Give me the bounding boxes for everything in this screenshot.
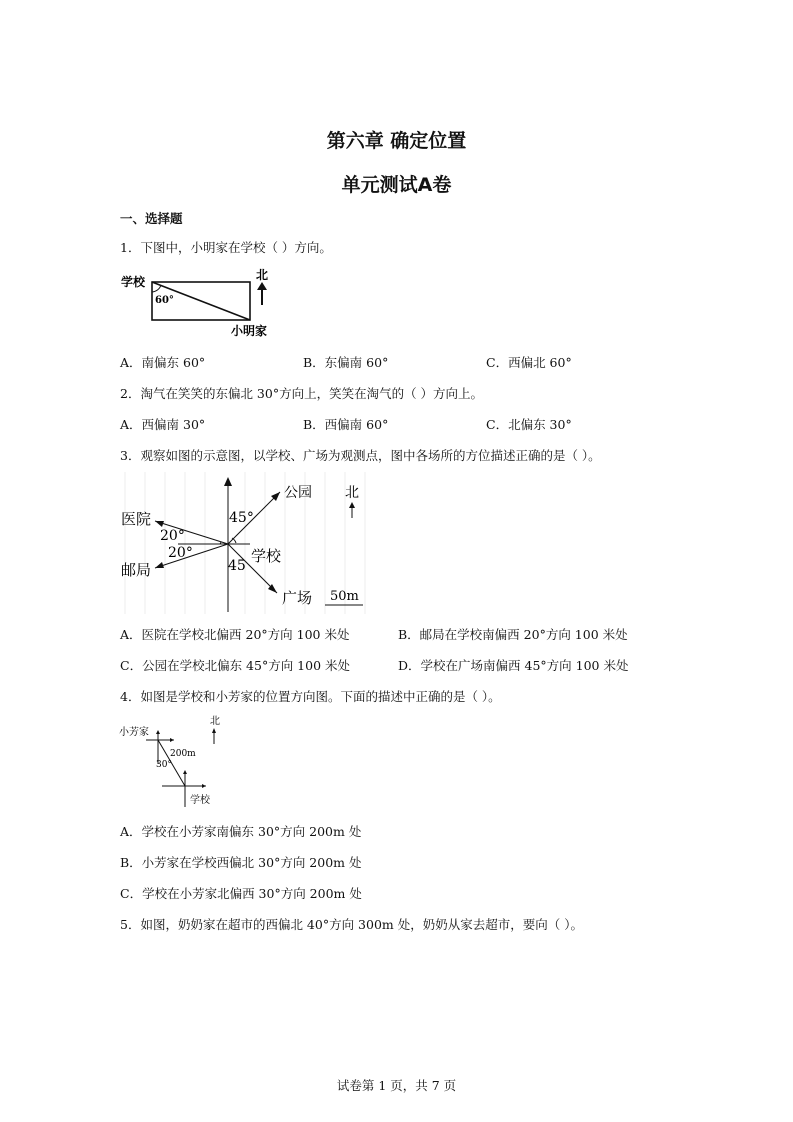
q3-angle45b-label: 45 [228,558,246,574]
q3-angle20b-label: 20° [168,545,193,561]
q3-hospital-label: 医院 [121,510,152,528]
question-1-figure [115,265,315,345]
question-4-figure [118,712,238,812]
q1-north-label: 北 [256,268,269,282]
question-4-option-c: C．学校在小芳家北偏西 30°方向 200m 处 [120,886,362,901]
q4-distance-label: 200m [170,749,196,759]
q3-scale-label: 50m [330,589,359,604]
question-4-option-b: B．小芳家在学校西偏北 30°方向 200m 处 [120,855,362,870]
page-subtitle: 单元测试A卷 [341,174,452,196]
question-1-stem: 1．下图中，小明家在学校（ ）方向。 [120,240,332,255]
question-2-option-b: B．西偏南 60° [303,417,389,432]
question-3-option-a: A．医院在学校北偏西 20°方向 100 米处 [120,627,350,642]
q3-square-label: 广场 [282,589,313,607]
page-title: 第六章 确定位置 [326,130,467,152]
q3-north-label: 北 [345,485,359,501]
q3-school-label: 学校 [251,547,282,565]
question-1-option-a: A．南偏东 60° [120,355,206,370]
q1-angle-label: 60° [155,295,174,306]
question-3-figure [120,472,380,617]
question-3-stem: 3．观察如图的示意图，以学校、广场为观测点，图中各场所的方位描述正确的是（ ）。 [120,448,601,463]
question-1-option-b: B．东偏南 60° [303,355,389,370]
q3-post-label: 邮局 [121,561,152,579]
q1-school-label: 学校 [121,275,146,289]
question-3-option-b: B．邮局在学校南偏西 20°方向 100 米处 [398,627,628,642]
question-3-option-c: C．公园在学校北偏东 45°方向 100 米处 [120,658,350,673]
q4-school-label: 学校 [190,795,210,806]
question-4-stem: 4．如图是学校和小芳家的位置方向图。下面的描述中正确的是（ ）。 [120,689,501,704]
question-3-option-d: D．学校在广场南偏西 45°方向 100 米处 [398,658,629,673]
q3-angle20a-label: 20° [160,528,185,544]
section-heading: 一、选择题 [120,211,183,226]
page-footer: 试卷第 1 页，共 7 页 [336,1078,457,1093]
q4-home-label: 小芳家 [119,727,149,738]
question-1-option-c: C．西偏北 60° [486,355,572,370]
question-2-option-a: A．西偏南 30° [120,417,206,432]
q4-angle-label: 30° [156,760,172,770]
question-2-option-c: C．北偏东 30° [486,417,572,432]
question-5-stem: 5．如图，奶奶家在超市的西偏北 40°方向 300m 处，奶奶从家去超市，要向（ ）。 [120,917,583,932]
q3-angle45a-label: 45° [229,510,254,526]
question-4-option-a: A．学校在小芳家南偏东 30°方向 200m 处 [120,824,362,839]
q4-north-label: 北 [210,716,220,727]
q1-home-label: 小明家 [231,324,268,338]
question-2-stem: 2．淘气在笑笑的东偏北 30°方向上，笑笑在淘气的（ ）方向上。 [120,386,484,401]
q3-park-label: 公园 [284,485,312,501]
